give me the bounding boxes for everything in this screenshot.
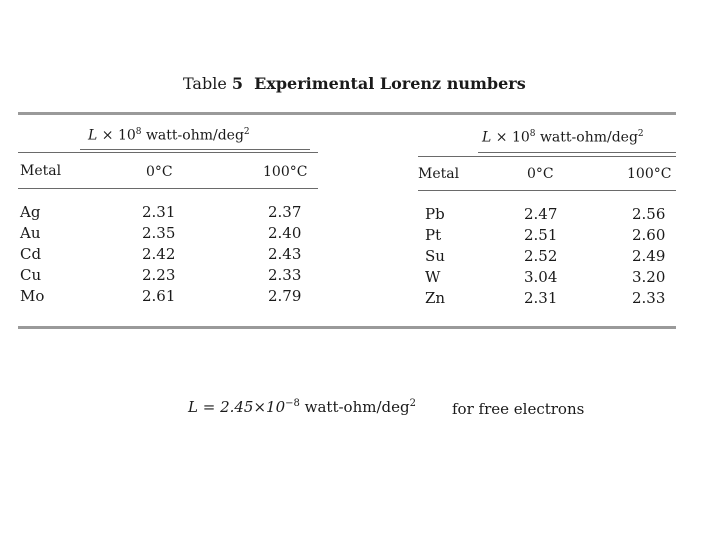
formula-lhs: L = 2.45×10 [188,398,286,416]
table-cell: Ag [20,203,41,221]
table-cell: 2.40 [268,224,302,242]
right-unit-rule [478,152,676,153]
table-cell: Cd [20,245,42,263]
right-subheader-rule [418,190,676,191]
table-cell: 2.42 [142,245,176,263]
right-col-100c: 100°C [627,166,672,182]
lorenz-formula [188,398,416,416]
formula-unit-exp: 2 [409,398,416,409]
table-cell: 2.47 [524,205,558,223]
table-cell: 2.61 [142,287,176,305]
unit-text-exp: 2 [637,129,644,139]
table-cell: 3.20 [632,268,666,286]
table-cell: 2.31 [524,289,558,307]
table-cell: 2.33 [632,289,666,307]
table-cell: 2.52 [524,247,558,265]
table-cell: Mo [20,287,45,305]
table-cell: 2.31 [142,203,176,221]
left-header-rule [18,152,318,153]
left-subheader-rule [18,188,318,189]
table-cell: Pb [425,205,445,223]
unit-exp: 8 [529,129,536,139]
table-label: Table [183,74,227,93]
table-cell: 2.43 [268,245,302,263]
table-cell: Zn [425,289,446,307]
table-cell: W [425,268,441,286]
table-caption: Experimental Lorenz numbers [254,74,526,93]
table-cell: Cu [20,266,42,284]
table-cell: 2.33 [268,266,302,284]
unit-base: 10 [117,127,136,144]
formula-exp: −8 [285,398,300,409]
right-unit-header [482,129,644,146]
left-col-metal: Metal [20,163,62,179]
table-title [183,74,526,93]
free-electron-note: for free electrons [452,400,585,418]
unit-times: × [495,129,508,146]
table-cell: 2.51 [524,226,558,244]
table-cell: 2.79 [268,287,302,305]
left-unit-rule [80,149,310,150]
table-cell: 2.60 [632,226,666,244]
unit-text: watt-ohm/deg [145,127,244,144]
table-cell: Pt [425,226,442,244]
unit-text: watt-ohm/deg [539,129,638,146]
table-cell: 2.35 [142,224,176,242]
table-cell: Su [425,247,445,265]
right-header-rule [418,156,676,157]
table-cell: 2.37 [268,203,302,221]
right-col-0c: 0°C [527,166,554,182]
unit-base: 10 [511,129,530,146]
unit-exp: 8 [135,127,142,137]
top-rule [18,112,676,115]
table-cell: 2.49 [632,247,666,265]
table-cell: 2.23 [142,266,176,284]
bottom-rule [18,326,676,329]
unit-symbol: L [482,129,492,146]
formula-unit: watt-ohm/deg [299,398,410,416]
right-col-metal: Metal [418,166,460,182]
unit-text-exp: 2 [243,127,250,137]
left-col-0c: 0°C [146,164,173,180]
table-number: 5 [231,74,244,93]
unit-symbol: L [88,127,98,144]
table-cell: 2.56 [632,205,666,223]
table-cell: Au [20,224,41,242]
table-cell: 3.04 [524,268,558,286]
left-col-100c: 100°C [263,164,308,180]
unit-times: × [101,127,114,144]
left-unit-header [88,127,250,144]
